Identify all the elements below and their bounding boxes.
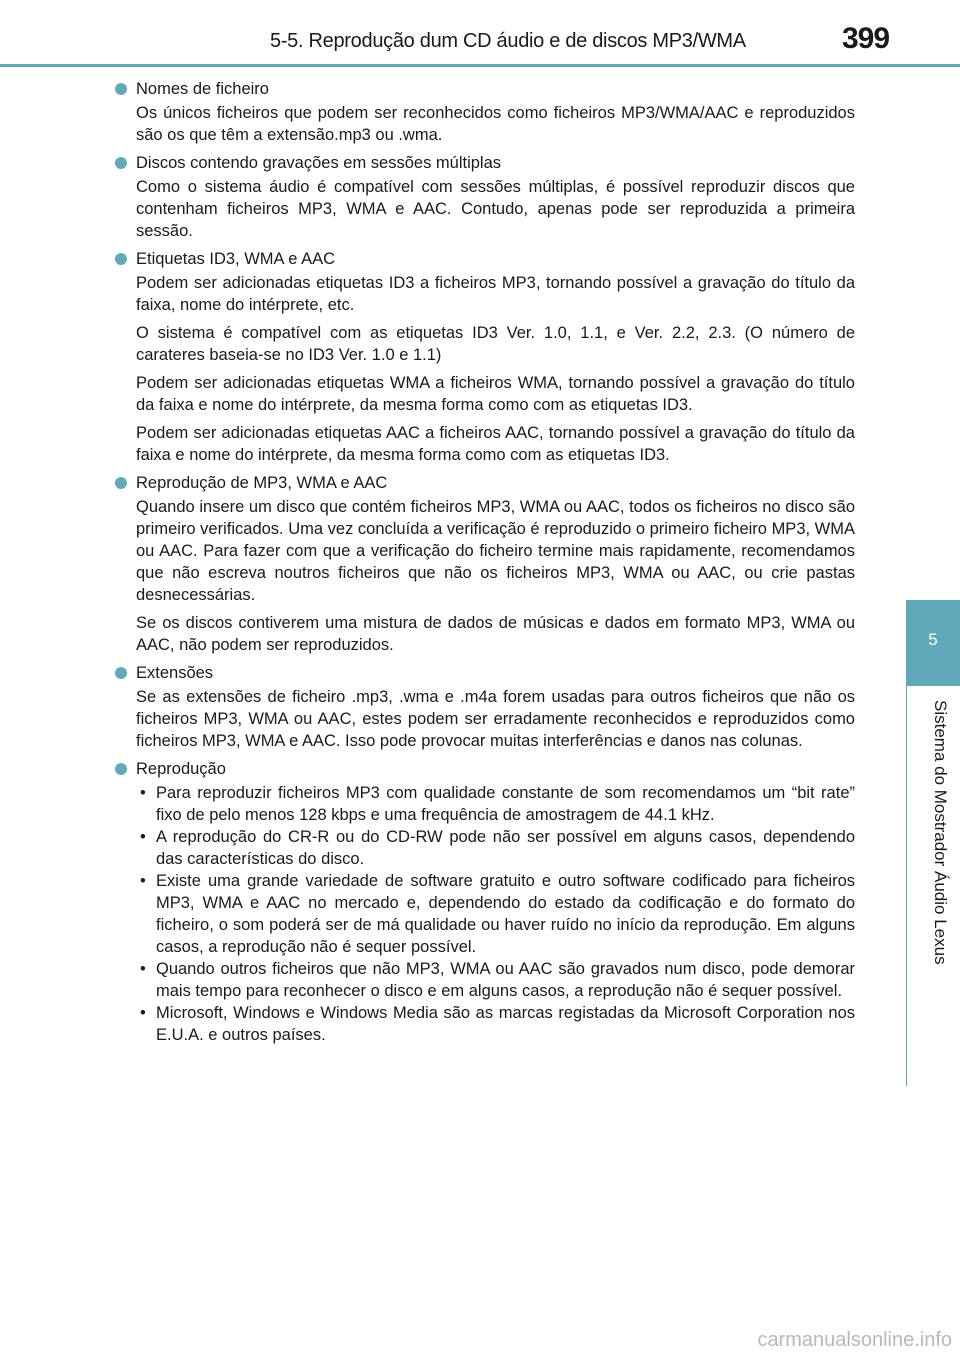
section-heading-text: Nomes de ficheiro — [136, 80, 269, 98]
header-divider — [0, 64, 960, 67]
watermark: carmanualsonline.info — [757, 1329, 952, 1351]
note-list — [136, 782, 855, 1046]
chapter-label: Sistema do Mostrador Áudio Lexus — [931, 700, 950, 965]
bullet-dot-icon — [115, 667, 127, 679]
section-nomes-de-ficheiro — [115, 78, 855, 146]
paragraph: Quando insere um disco que contém ficheiros MP3, WMA ou AAC, todos os ficheiros no disco são primeiro verificados. Uma vez concluída a verificação é reproduzido o primeiro ficheiro MP3, WMA ou AAC. Para fazer com que a verificação do ficheiro termine mais rapidamente, recomendamos que não escreva noutros ficheiros que não os ficheiros MP3, WMA ou AAC, ou crie pastas desnecessárias. — [136, 498, 855, 604]
section-heading — [115, 472, 855, 494]
bullet-dot-icon — [115, 253, 127, 265]
section-heading — [115, 78, 855, 100]
paragraph: Como o sistema áudio é compatível com sessões múltiplas, é possível reproduzir discos que contenham ficheiros MP3, WMA e AAC. Contudo, apenas pode ser reproduzida a primeira sessão. — [136, 178, 855, 240]
bullet-dot-icon — [115, 157, 127, 169]
section-heading-text: Etiquetas ID3, WMA e AAC — [136, 250, 335, 268]
paragraph: Podem ser adicionadas etiquetas WMA a ficheiros WMA, tornando possível a gravação do título da faixa e nome do intérprete, da mesma forma como com as etiquetas ID3. — [136, 374, 855, 414]
page-number: 399 — [842, 22, 890, 55]
section-heading — [115, 152, 855, 174]
page-header-title: 5-5. Reprodução dum CD áudio e de discos MP3/WMA — [270, 30, 746, 52]
section-heading-text: Reprodução de MP3, WMA e AAC — [136, 474, 388, 492]
list-item: • Microsoft, Windows e Windows Media são as marcas registadas da Microsoft Corporation nos E.U.A. e outros países. — [136, 1002, 855, 1046]
section-heading-text: Reprodução — [136, 760, 226, 778]
bullet-dot-icon — [115, 477, 127, 489]
section-heading-text: Extensões — [136, 664, 214, 682]
section-heading — [115, 758, 855, 780]
paragraph: O sistema é compatível com as etiquetas ID3 Ver. 1.0, 1.1, e Ver. 2.2, 2.3. (O número de carateres baseia-se no ID3 Ver. 1.0 e 1.1) — [136, 324, 855, 364]
section-heading — [115, 662, 855, 684]
bullet-dot-icon — [115, 763, 127, 775]
section-etiquetas — [115, 248, 855, 466]
section-reproducao — [115, 758, 855, 1046]
section-sessoes-multiplas — [115, 152, 855, 242]
section-heading-text: Discos contendo gravações em sessões múltiplas — [136, 154, 502, 172]
list-item: • Existe uma grande variedade de software gratuito e outro software codificado para ficheiros MP3, WMA e AAC no mercado e, dependendo do estado da codificação e do formato do ficheiro, o som poderá ser de má qualidade ou haver ruído no início da reprodução. Em alguns casos, a reprodução não é sequer possível. — [136, 870, 855, 958]
paragraph: Se os discos contiverem uma mistura de dados de músicas e dados em formato MP3, WMA ou AAC, não podem ser reproduzidos. — [136, 614, 855, 654]
bullet-dot-icon — [115, 83, 127, 95]
paragraph: Podem ser adicionadas etiquetas ID3 a ficheiros MP3, tornando possível a gravação do título da faixa, nome do intérprete, etc. — [136, 274, 855, 314]
section-heading — [115, 248, 855, 270]
paragraph: Os únicos ficheiros que podem ser reconhecidos como ficheiros MP3/WMA/AAC e reproduzidos são os que têm a extensão.mp3 ou .wma. — [136, 104, 855, 144]
list-item: • Quando outros ficheiros que não MP3, WMA ou AAC são gravados num disco, pode demorar mais tempo para reconhecer o disco e em alguns casos, a reprodução não é sequer possível. — [136, 958, 855, 1002]
list-item: • Para reproduzir ficheiros MP3 com qualidade constante de som recomendamos um “bit rate” fixo de pelo menos 128 kbps e uma frequência de amostragem de 44.1 kHz. — [136, 782, 855, 826]
paragraph: Se as extensões de ficheiro .mp3, .wma e .m4a forem usadas para outros ficheiros que não os ficheiros MP3, WMA ou AAC, estes podem ser erradamente reconhecidos e reproduzidos como ficheiros MP3, WMA e AAC. Isso pode provocar muitas interferências e danos nas colunas. — [136, 688, 855, 750]
section-extensoes — [115, 662, 855, 752]
paragraph: Podem ser adicionadas etiquetas AAC a ficheiros AAC, tornando possível a gravação do título da faixa e nome do intérprete, da mesma forma como com as etiquetas ID3. — [136, 424, 855, 464]
side-divider — [906, 686, 907, 1086]
page-content — [115, 78, 855, 1052]
list-item: • A reprodução do CR-R ou do CD-RW pode não ser possível em alguns casos, dependendo das características do disco. — [136, 826, 855, 870]
chapter-tab[interactable]: 5 — [906, 600, 960, 686]
section-reproducao-mp3 — [115, 472, 855, 656]
